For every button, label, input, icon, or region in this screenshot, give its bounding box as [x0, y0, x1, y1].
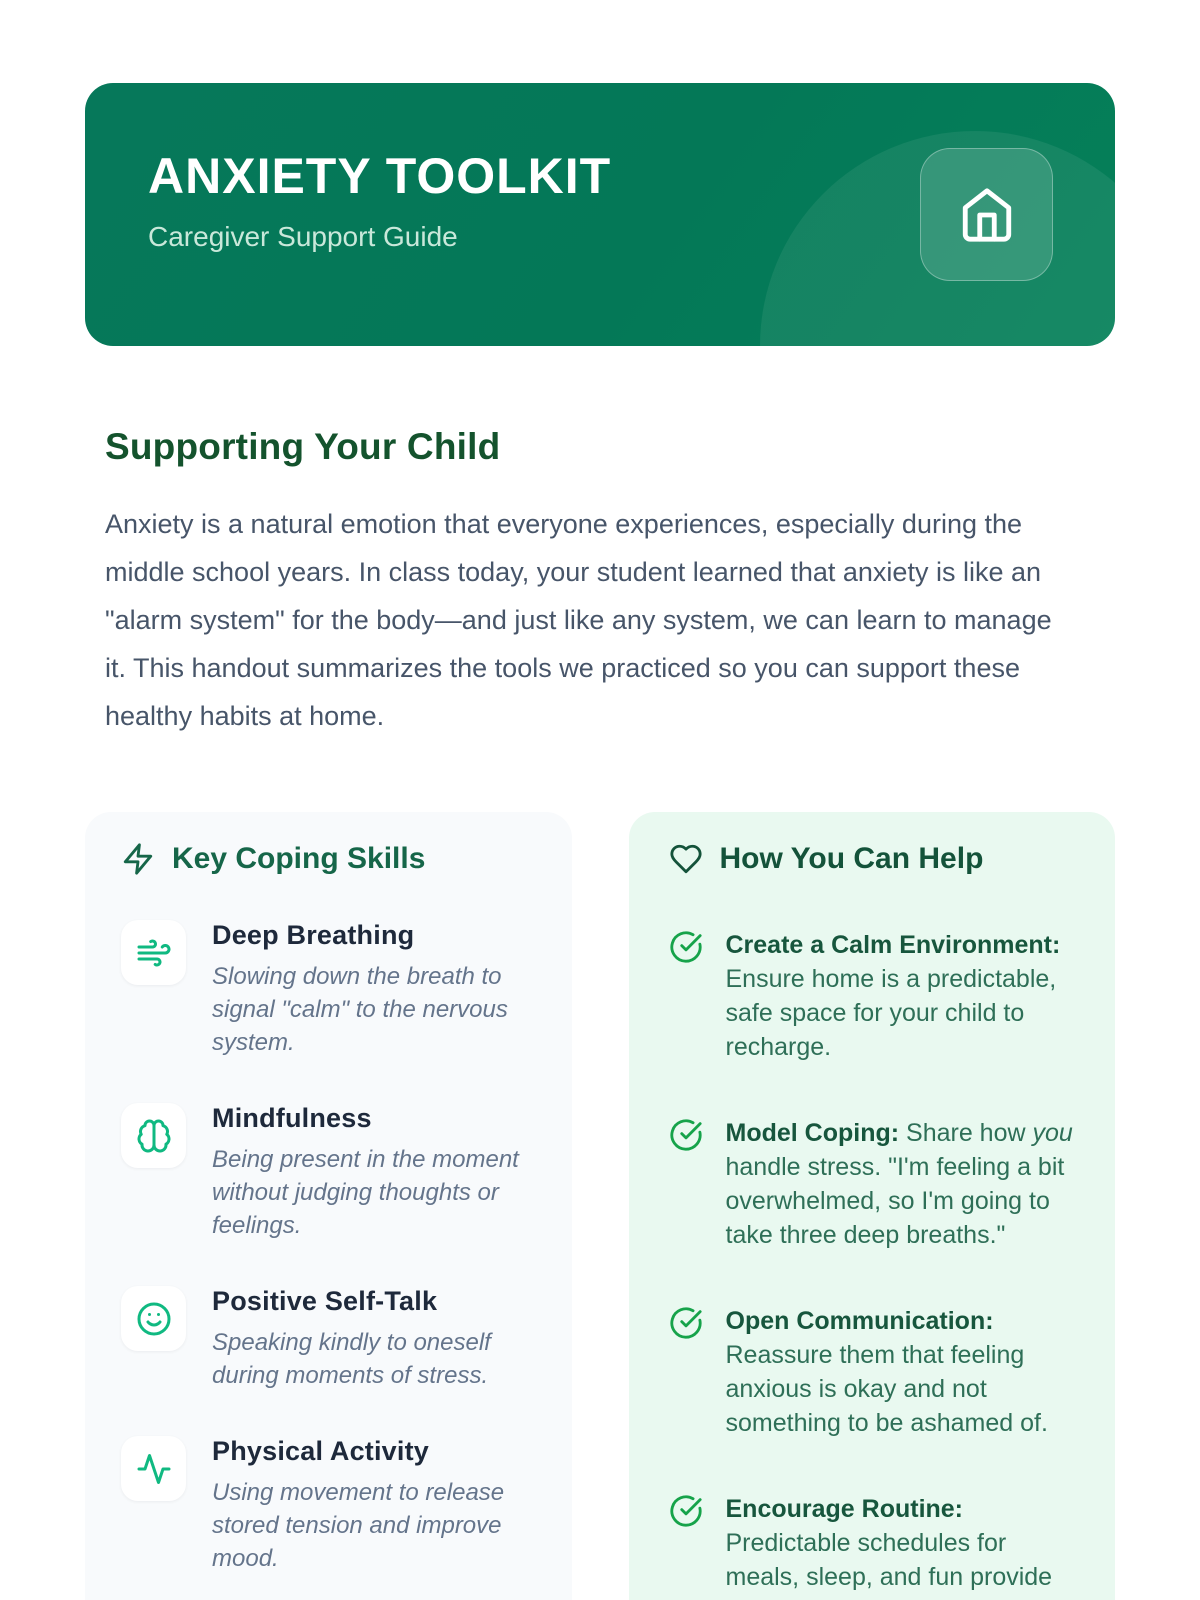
help-body: handle stress. "I'm feeling a bit overwhelmed, so I'm going to take three deep breaths."	[725, 1153, 1065, 1249]
skill-description: Slowing down the breath to signal "calm" to the nervous system.	[212, 963, 508, 1056]
intro-paragraph: Anxiety is a natural emotion that everyone experiences, especially during the middle school years. In class today, your student learned that anxiety is like an "alarm system" for the body—and just like any system, we can learn to manage it. This handout summarizes the tools we practiced so you can support these healthy habits at home.	[105, 509, 1052, 731]
help-text	[726, 1116, 1086, 1252]
help-text	[726, 1304, 1086, 1440]
list-item	[121, 1436, 548, 1575]
wind-icon	[136, 935, 172, 971]
app-title: ANXIETY TOOLKIT	[148, 148, 612, 204]
home-button[interactable]	[920, 148, 1053, 281]
skill-text	[212, 1436, 530, 1575]
check-circle-icon	[669, 1118, 703, 1152]
skill-title: Mindfulness	[212, 1103, 372, 1133]
skill-title: Positive Self-Talk	[212, 1286, 438, 1316]
heart-icon	[669, 842, 703, 876]
how-to-help-card	[629, 812, 1116, 1600]
how-to-help-header	[669, 842, 1086, 876]
list-item	[121, 920, 548, 1059]
coping-skills-header	[121, 842, 548, 876]
help-text	[726, 928, 1086, 1064]
skill-icon-tile	[121, 1286, 186, 1351]
help-label: Create a Calm Environment:	[725, 931, 1061, 959]
cards-row	[85, 812, 1115, 1600]
list-item	[121, 1286, 548, 1392]
list-item	[669, 1116, 1086, 1252]
skill-title: Deep Breathing	[212, 920, 415, 950]
list-item	[669, 928, 1086, 1064]
skill-icon-tile	[121, 1103, 186, 1168]
list-item	[669, 1304, 1086, 1440]
help-body: Predictable schedules for meals, sleep, and fun provide	[725, 1529, 1053, 1591]
header-banner	[85, 83, 1115, 346]
skill-title: Physical Activity	[212, 1436, 430, 1466]
app-subtitle: Caregiver Support Guide	[148, 221, 458, 252]
skill-text	[212, 1286, 530, 1392]
list-item	[121, 1103, 548, 1242]
skill-text	[212, 1103, 530, 1242]
help-body: Share how	[899, 1119, 1033, 1147]
skill-description: Speaking kindly to oneself during moments of stress.	[212, 1329, 491, 1389]
brain-icon	[136, 1118, 172, 1154]
help-body: Ensure home is a predictable, safe space for your child to recharge.	[725, 965, 1057, 1061]
skill-description: Being present in the moment without judging thoughts or feelings.	[212, 1146, 519, 1239]
check-circle-icon	[669, 1494, 703, 1528]
skill-icon-tile	[121, 1436, 186, 1501]
activity-icon	[136, 1451, 172, 1487]
smile-icon	[136, 1301, 172, 1337]
help-label: Open Communication:	[725, 1307, 994, 1335]
help-label: Model Coping:	[725, 1119, 900, 1147]
page	[85, 0, 1115, 1600]
skill-description: Using movement to release stored tension and improve mood.	[212, 1479, 505, 1572]
how-to-help-title: How You Can Help	[719, 842, 984, 875]
intro-section	[105, 426, 1115, 740]
check-circle-icon	[669, 1306, 703, 1340]
help-text	[726, 1492, 1086, 1594]
skill-icon-tile	[121, 920, 186, 985]
zap-icon	[121, 842, 155, 876]
help-body: Reassure them that feeling anxious is okay and not something to be ashamed of.	[725, 1341, 1048, 1437]
home-icon	[958, 186, 1016, 244]
list-item	[669, 1492, 1086, 1594]
help-label: Encourage Routine:	[725, 1495, 964, 1523]
coping-skills-card	[85, 812, 572, 1600]
help-body-em: you	[1032, 1119, 1073, 1147]
page-title: Supporting Your Child	[105, 426, 501, 467]
skill-text	[212, 920, 530, 1059]
coping-skills-title: Key Coping Skills	[172, 842, 426, 875]
check-circle-icon	[669, 930, 703, 964]
